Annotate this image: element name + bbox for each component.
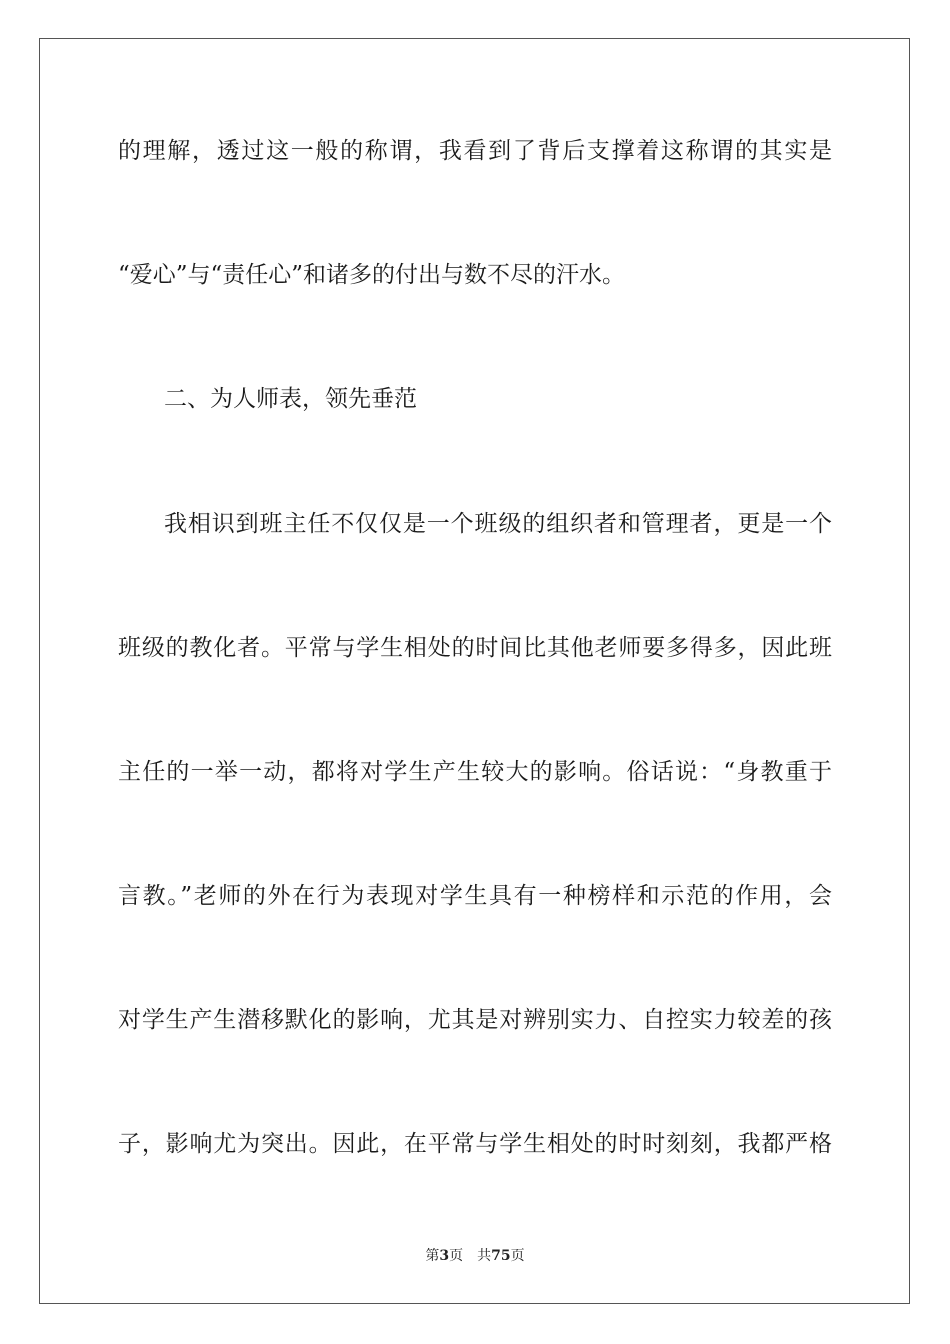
page-label-suffix: 页 [449,1248,464,1264]
paragraph-line: 子，影响尤为突出。因此，在平常与学生相处的时时刻刻，我都严格 [118,1131,832,1157]
page-border [39,38,910,1304]
total-label-suffix: 页 [510,1248,525,1264]
page-footer [0,1247,950,1265]
paragraph-line: 主任的一举一动，都将对学生产生较大的影响。俗话说：“身教重于 [118,759,832,785]
page-label-prefix: 第 [425,1248,440,1264]
paragraph-line: 班级的教化者。平常与学生相处的时间比其他老师要多得多，因此班 [118,635,832,661]
paragraph-line: 言教。”老师的外在行为表现对学生具有一种榜样和示范的作用，会 [118,883,832,909]
page-number: 3 [439,1248,450,1264]
paragraph-line: “爱心”与“责任心”和诸多的付出与数不尽的汗水。 [118,262,626,288]
section-heading: 二、为人师表，领先垂范 [164,386,417,412]
paragraph-line: 我相识到班主任不仅仅是一个班级的组织者和管理者，更是一个 [164,511,832,537]
paragraph-line: 的理解，透过这一般的称谓，我看到了背后支撑着这称谓的其实是 [118,138,832,164]
total-label-prefix: 共 [477,1248,492,1264]
paragraph-line: 对学生产生潜移默化的影响，尤其是对辨别实力、自控实力较差的孩 [118,1007,832,1033]
total-pages: 75 [491,1248,511,1264]
